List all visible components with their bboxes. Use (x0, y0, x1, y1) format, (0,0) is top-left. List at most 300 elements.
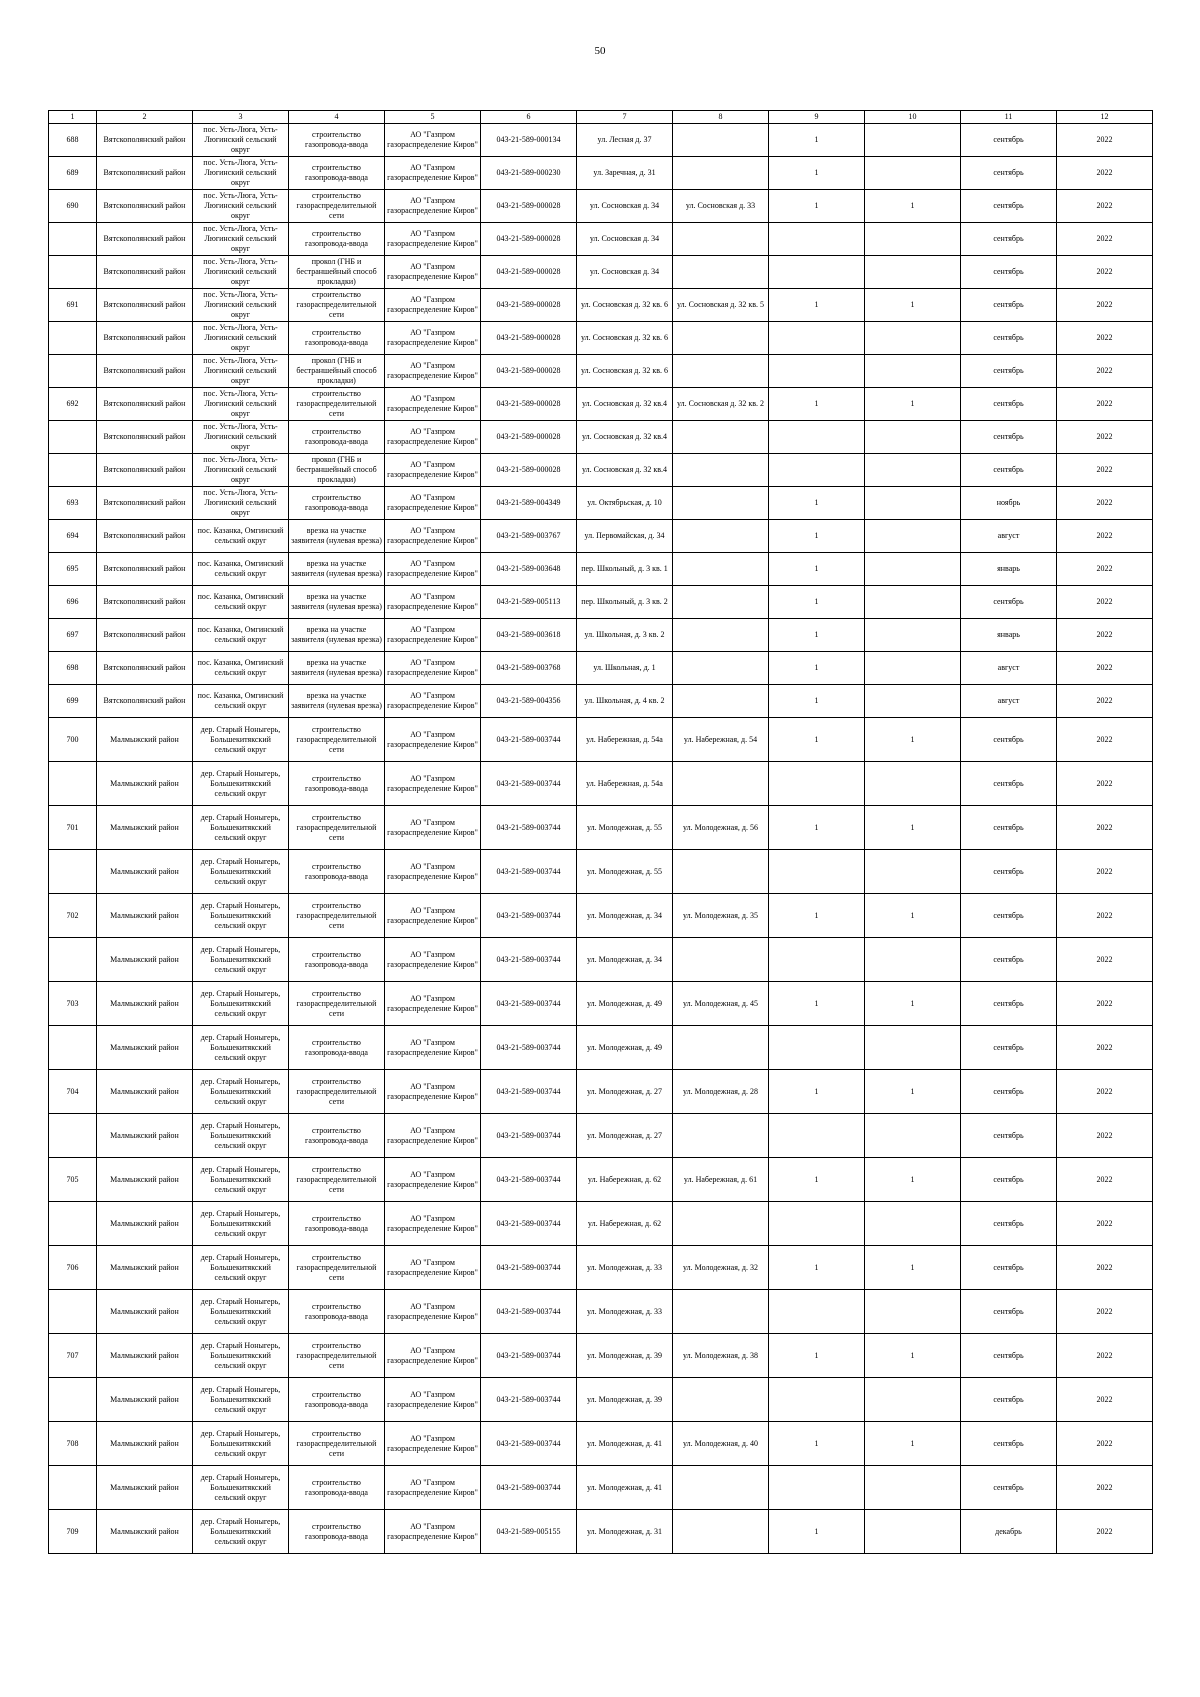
second-quantity-cell (865, 619, 961, 652)
organization-cell: АО "Газпром газораспределение Киров" (385, 322, 481, 355)
second-quantity-cell (865, 1510, 961, 1554)
row-number-cell (49, 256, 97, 289)
table-row (49, 718, 1153, 762)
row-number-cell: 688 (49, 124, 97, 157)
address-cell: ул. Первомайская, д. 34 (577, 520, 673, 553)
settlement-cell: пос. Казанка, Омгинский сельский округ (193, 520, 289, 553)
work-type-cell: строительство газораспределительной сети (289, 982, 385, 1026)
work-type-cell: строительство газораспределительной сети (289, 806, 385, 850)
organization-cell: АО "Газпром газораспределение Киров" (385, 1334, 481, 1378)
month-cell: сентябрь (961, 1334, 1057, 1378)
code-cell: 043-21-589-000028 (481, 223, 577, 256)
quantity-cell (769, 1026, 865, 1070)
row-number-cell: 695 (49, 553, 97, 586)
month-cell: сентябрь (961, 421, 1057, 454)
work-type-cell: строительство газораспределительной сети (289, 1422, 385, 1466)
quantity-cell (769, 355, 865, 388)
district-cell: Вятскополянский район (97, 553, 193, 586)
second-quantity-cell (865, 454, 961, 487)
code-cell: 043-21-589-003744 (481, 1378, 577, 1422)
month-cell: сентябрь (961, 850, 1057, 894)
row-number-cell: 704 (49, 1070, 97, 1114)
second-address-cell (673, 762, 769, 806)
address-cell: ул. Сосновская д. 32 кв. 6 (577, 289, 673, 322)
year-cell: 2022 (1057, 1026, 1153, 1070)
settlement-cell: дер. Старый Ноныгерь, Большекитякский сельский округ (193, 1378, 289, 1422)
settlement-cell: пос. Усть-Люга, Усть-Люгинский сельский округ (193, 157, 289, 190)
second-address-cell: ул. Сосновская д. 32 кв. 2 (673, 388, 769, 421)
code-cell: 043-21-589-003744 (481, 850, 577, 894)
year-cell: 2022 (1057, 586, 1153, 619)
row-number-cell: 689 (49, 157, 97, 190)
organization-cell: АО "Газпром газораспределение Киров" (385, 454, 481, 487)
work-type-cell: врезка на участке заявителя (нулевая врезка) (289, 553, 385, 586)
second-quantity-cell: 1 (865, 1070, 961, 1114)
address-cell: ул. Молодежная, д. 33 (577, 1290, 673, 1334)
month-cell: сентябрь (961, 586, 1057, 619)
year-cell: 2022 (1057, 487, 1153, 520)
work-type-cell: строительство газопровода-ввода (289, 1114, 385, 1158)
second-quantity-cell: 1 (865, 1334, 961, 1378)
table-row (49, 1026, 1153, 1070)
organization-cell: АО "Газпром газораспределение Киров" (385, 256, 481, 289)
row-number-cell: 694 (49, 520, 97, 553)
district-cell: Малмыжский район (97, 1334, 193, 1378)
month-cell: сентябрь (961, 355, 1057, 388)
second-address-cell (673, 850, 769, 894)
settlement-cell: дер. Старый Ноныгерь, Большекитякский сельский округ (193, 1026, 289, 1070)
second-address-cell (673, 223, 769, 256)
table-row (49, 289, 1153, 322)
code-cell: 043-21-589-004349 (481, 487, 577, 520)
code-cell: 043-21-589-003767 (481, 520, 577, 553)
settlement-cell: пос. Усть-Люга, Усть-Люгинский сельский округ (193, 388, 289, 421)
quantity-cell: 1 (769, 718, 865, 762)
month-cell: сентябрь (961, 1290, 1057, 1334)
table-row (49, 586, 1153, 619)
month-cell: сентябрь (961, 806, 1057, 850)
work-type-cell: строительство газопровода-ввода (289, 157, 385, 190)
work-type-cell: строительство газопровода-ввода (289, 1466, 385, 1510)
row-number-cell: 691 (49, 289, 97, 322)
table-row (49, 355, 1153, 388)
row-number-cell (49, 1378, 97, 1422)
district-cell: Вятскополянский район (97, 256, 193, 289)
second-quantity-cell: 1 (865, 1158, 961, 1202)
district-cell: Малмыжский район (97, 850, 193, 894)
table-row (49, 619, 1153, 652)
month-cell: август (961, 685, 1057, 718)
column-header: 10 (865, 111, 961, 124)
work-type-cell: врезка на участке заявителя (нулевая врезка) (289, 619, 385, 652)
month-cell: сентябрь (961, 1114, 1057, 1158)
organization-cell: АО "Газпром газораспределение Киров" (385, 1466, 481, 1510)
work-type-cell: строительство газопровода-ввода (289, 1026, 385, 1070)
second-address-cell (673, 520, 769, 553)
work-type-cell: строительство газопровода-ввода (289, 124, 385, 157)
table-row (49, 982, 1153, 1026)
table-row (49, 762, 1153, 806)
second-address-cell: ул. Набережная, д. 54 (673, 718, 769, 762)
year-cell: 2022 (1057, 982, 1153, 1026)
second-address-cell (673, 157, 769, 190)
second-quantity-cell (865, 1026, 961, 1070)
second-quantity-cell: 1 (865, 1246, 961, 1290)
district-cell: Малмыжский район (97, 1246, 193, 1290)
district-cell: Малмыжский район (97, 1070, 193, 1114)
row-number-cell: 696 (49, 586, 97, 619)
month-cell: сентябрь (961, 322, 1057, 355)
organization-cell: АО "Газпром газораспределение Киров" (385, 652, 481, 685)
second-quantity-cell (865, 256, 961, 289)
settlement-cell: дер. Старый Ноныгерь, Большекитякский сельский округ (193, 982, 289, 1026)
table-row (49, 1422, 1153, 1466)
organization-cell: АО "Газпром газораспределение Киров" (385, 1202, 481, 1246)
address-cell: ул. Заречная, д. 31 (577, 157, 673, 190)
second-quantity-cell: 1 (865, 388, 961, 421)
year-cell: 2022 (1057, 520, 1153, 553)
code-cell: 043-21-589-000028 (481, 454, 577, 487)
quantity-cell: 1 (769, 1334, 865, 1378)
code-cell: 043-21-589-003744 (481, 1246, 577, 1290)
code-cell: 043-21-589-003744 (481, 1466, 577, 1510)
quantity-cell (769, 1114, 865, 1158)
quantity-cell (769, 256, 865, 289)
row-number-cell: 692 (49, 388, 97, 421)
row-number-cell: 699 (49, 685, 97, 718)
month-cell: сентябрь (961, 190, 1057, 223)
month-cell: сентябрь (961, 289, 1057, 322)
year-cell: 2022 (1057, 223, 1153, 256)
month-cell: август (961, 652, 1057, 685)
column-header: 2 (97, 111, 193, 124)
address-cell: ул. Набережная, д. 54а (577, 718, 673, 762)
year-cell: 2022 (1057, 256, 1153, 289)
address-cell: ул. Сосновская д. 32 кв. 6 (577, 322, 673, 355)
row-number-cell (49, 454, 97, 487)
settlement-cell: дер. Старый Ноныгерь, Большекитякский сельский округ (193, 1246, 289, 1290)
organization-cell: АО "Газпром газораспределение Киров" (385, 124, 481, 157)
second-quantity-cell (865, 355, 961, 388)
second-quantity-cell (865, 850, 961, 894)
row-number-cell (49, 1026, 97, 1070)
year-cell: 2022 (1057, 938, 1153, 982)
year-cell: 2022 (1057, 894, 1153, 938)
year-cell: 2022 (1057, 1114, 1153, 1158)
settlement-cell: пос. Усть-Люга, Усть-Люгинский сельский округ (193, 355, 289, 388)
month-cell: сентябрь (961, 1246, 1057, 1290)
address-cell: ул. Школьная, д. 3 кв. 2 (577, 619, 673, 652)
district-cell: Малмыжский район (97, 718, 193, 762)
code-cell: 043-21-589-000134 (481, 124, 577, 157)
second-address-cell: ул. Сосновская д. 33 (673, 190, 769, 223)
work-type-cell: врезка на участке заявителя (нулевая врезка) (289, 685, 385, 718)
second-address-cell (673, 454, 769, 487)
organization-cell: АО "Газпром газораспределение Киров" (385, 806, 481, 850)
district-cell: Вятскополянский район (97, 289, 193, 322)
settlement-cell: дер. Старый Ноныгерь, Большекитякский сельский округ (193, 1466, 289, 1510)
row-number-cell: 703 (49, 982, 97, 1026)
address-cell: ул. Молодежная, д. 33 (577, 1246, 673, 1290)
work-type-cell: строительство газопровода-ввода (289, 487, 385, 520)
code-cell: 043-21-589-000028 (481, 256, 577, 289)
code-cell: 043-21-589-003744 (481, 1422, 577, 1466)
code-cell: 043-21-589-003744 (481, 1202, 577, 1246)
second-address-cell (673, 685, 769, 718)
organization-cell: АО "Газпром газораспределение Киров" (385, 1070, 481, 1114)
district-cell: Малмыжский район (97, 1466, 193, 1510)
row-number-cell: 693 (49, 487, 97, 520)
table-row (49, 223, 1153, 256)
settlement-cell: дер. Старый Ноныгерь, Большекитякский сельский округ (193, 850, 289, 894)
second-quantity-cell: 1 (865, 1422, 961, 1466)
district-cell: Вятскополянский район (97, 652, 193, 685)
work-type-cell: строительство газораспределительной сети (289, 1246, 385, 1290)
settlement-cell: дер. Старый Ноныгерь, Большекитякский сельский округ (193, 1114, 289, 1158)
code-cell: 043-21-589-005155 (481, 1510, 577, 1554)
year-cell: 2022 (1057, 1378, 1153, 1422)
row-number-cell: 705 (49, 1158, 97, 1202)
district-cell: Малмыжский район (97, 1378, 193, 1422)
quantity-cell: 1 (769, 157, 865, 190)
district-cell: Вятскополянский район (97, 124, 193, 157)
quantity-cell: 1 (769, 1510, 865, 1554)
district-cell: Малмыжский район (97, 1158, 193, 1202)
work-type-cell: прокол (ГНБ и бестраншейный способ прокладки) (289, 355, 385, 388)
address-cell: ул. Сосновская д. 34 (577, 190, 673, 223)
second-address-cell (673, 322, 769, 355)
settlement-cell: дер. Старый Ноныгерь, Большекитякский сельский округ (193, 806, 289, 850)
quantity-cell: 1 (769, 190, 865, 223)
district-cell: Малмыжский район (97, 1026, 193, 1070)
work-type-cell: строительство газопровода-ввода (289, 850, 385, 894)
row-number-cell (49, 1290, 97, 1334)
year-cell: 2022 (1057, 1334, 1153, 1378)
organization-cell: АО "Газпром газораспределение Киров" (385, 685, 481, 718)
month-cell: сентябрь (961, 1158, 1057, 1202)
table-row (49, 1378, 1153, 1422)
year-cell: 2022 (1057, 124, 1153, 157)
settlement-cell: дер. Старый Ноныгерь, Большекитякский сельский округ (193, 1422, 289, 1466)
second-quantity-cell (865, 124, 961, 157)
settlement-cell: дер. Старый Ноныгерь, Большекитякский сельский округ (193, 1510, 289, 1554)
table-row (49, 487, 1153, 520)
address-cell: ул. Набережная, д. 54а (577, 762, 673, 806)
year-cell: 2022 (1057, 322, 1153, 355)
quantity-cell: 1 (769, 553, 865, 586)
address-cell: ул. Молодежная, д. 34 (577, 938, 673, 982)
district-cell: Малмыжский район (97, 938, 193, 982)
code-cell: 043-21-589-004356 (481, 685, 577, 718)
district-cell: Малмыжский район (97, 982, 193, 1026)
second-quantity-cell (865, 157, 961, 190)
row-number-cell (49, 1202, 97, 1246)
organization-cell: АО "Газпром газораспределение Киров" (385, 190, 481, 223)
row-number-cell: 708 (49, 1422, 97, 1466)
address-cell: ул. Сосновская д. 32 кв.4 (577, 421, 673, 454)
second-quantity-cell (865, 1202, 961, 1246)
work-type-cell: строительство газопровода-ввода (289, 938, 385, 982)
year-cell: 2022 (1057, 421, 1153, 454)
table-row (49, 894, 1153, 938)
year-cell: 2022 (1057, 1246, 1153, 1290)
address-cell: ул. Молодежная, д. 55 (577, 806, 673, 850)
district-cell: Вятскополянский район (97, 157, 193, 190)
table-row (49, 1158, 1153, 1202)
district-cell: Вятскополянский район (97, 355, 193, 388)
organization-cell: АО "Газпром газораспределение Киров" (385, 487, 481, 520)
settlement-cell: дер. Старый Ноныгерь, Большекитякский сельский округ (193, 938, 289, 982)
month-cell: сентябрь (961, 762, 1057, 806)
work-type-cell: врезка на участке заявителя (нулевая врезка) (289, 652, 385, 685)
settlement-cell: дер. Старый Ноныгерь, Большекитякский сельский округ (193, 762, 289, 806)
row-number-cell: 707 (49, 1334, 97, 1378)
quantity-cell (769, 1378, 865, 1422)
work-type-cell: строительство газораспределительной сети (289, 1070, 385, 1114)
settlement-cell: дер. Старый Ноныгерь, Большекитякский сельский округ (193, 1334, 289, 1378)
second-quantity-cell (865, 762, 961, 806)
work-type-cell: строительство газопровода-ввода (289, 223, 385, 256)
table-row (49, 157, 1153, 190)
address-cell: ул. Лесная д. 37 (577, 124, 673, 157)
district-cell: Малмыжский район (97, 762, 193, 806)
month-cell: сентябрь (961, 256, 1057, 289)
month-cell: сентябрь (961, 1378, 1057, 1422)
work-type-cell: строительство газопровода-ввода (289, 322, 385, 355)
address-cell: ул. Молодежная, д. 34 (577, 894, 673, 938)
organization-cell: АО "Газпром газораспределение Киров" (385, 718, 481, 762)
district-cell: Вятскополянский район (97, 520, 193, 553)
second-address-cell (673, 1290, 769, 1334)
organization-cell: АО "Газпром газораспределение Киров" (385, 388, 481, 421)
organization-cell: АО "Газпром газораспределение Киров" (385, 355, 481, 388)
quantity-cell: 1 (769, 652, 865, 685)
quantity-cell: 1 (769, 619, 865, 652)
work-type-cell: врезка на участке заявителя (нулевая врезка) (289, 586, 385, 619)
code-cell: 043-21-589-000028 (481, 388, 577, 421)
table-row (49, 322, 1153, 355)
code-cell: 043-21-589-003744 (481, 762, 577, 806)
code-cell: 043-21-589-000028 (481, 289, 577, 322)
row-number-cell (49, 938, 97, 982)
second-address-cell (673, 586, 769, 619)
quantity-cell (769, 223, 865, 256)
district-cell: Вятскополянский район (97, 586, 193, 619)
address-cell: ул. Октябрьская, д. 10 (577, 487, 673, 520)
table-row (49, 1510, 1153, 1554)
year-cell: 2022 (1057, 850, 1153, 894)
code-cell: 043-21-589-003744 (481, 806, 577, 850)
second-address-cell: ул. Молодежная, д. 45 (673, 982, 769, 1026)
quantity-cell: 1 (769, 1070, 865, 1114)
organization-cell: АО "Газпром газораспределение Киров" (385, 289, 481, 322)
month-cell: сентябрь (961, 982, 1057, 1026)
settlement-cell: пос. Усть-Люга, Усть-Люгинский сельский округ (193, 256, 289, 289)
row-number-cell (49, 850, 97, 894)
code-cell: 043-21-589-000028 (481, 355, 577, 388)
second-quantity-cell (865, 421, 961, 454)
second-address-cell (673, 619, 769, 652)
second-quantity-cell (865, 1466, 961, 1510)
settlement-cell: пос. Усть-Люга, Усть-Люгинский сельский округ (193, 289, 289, 322)
second-address-cell (673, 487, 769, 520)
data-table (48, 110, 1153, 1554)
quantity-cell (769, 421, 865, 454)
work-type-cell: строительство газораспределительной сети (289, 289, 385, 322)
organization-cell: АО "Газпром газораспределение Киров" (385, 421, 481, 454)
address-cell: ул. Молодежная, д. 27 (577, 1070, 673, 1114)
district-cell: Малмыжский район (97, 1290, 193, 1334)
year-cell: 2022 (1057, 652, 1153, 685)
address-cell: ул. Молодежная, д. 39 (577, 1334, 673, 1378)
organization-cell: АО "Газпром газораспределение Киров" (385, 762, 481, 806)
month-cell: сентябрь (961, 938, 1057, 982)
organization-cell: АО "Газпром газораспределение Киров" (385, 1246, 481, 1290)
settlement-cell: пос. Усть-Люга, Усть-Люгинский сельский округ (193, 487, 289, 520)
address-cell: ул. Молодежная, д. 27 (577, 1114, 673, 1158)
row-number-cell: 690 (49, 190, 97, 223)
organization-cell: АО "Газпром газораспределение Киров" (385, 850, 481, 894)
second-quantity-cell: 1 (865, 718, 961, 762)
settlement-cell: пос. Казанка, Омгинский сельский округ (193, 685, 289, 718)
quantity-cell (769, 1466, 865, 1510)
year-cell: 2022 (1057, 454, 1153, 487)
table-row (49, 1466, 1153, 1510)
column-header: 11 (961, 111, 1057, 124)
address-cell: ул. Молодежная, д. 49 (577, 982, 673, 1026)
address-cell: ул. Молодежная, д. 41 (577, 1422, 673, 1466)
table-row (49, 421, 1153, 454)
address-cell: ул. Сосновская д. 32 кв.4 (577, 388, 673, 421)
organization-cell: АО "Газпром газораспределение Киров" (385, 982, 481, 1026)
work-type-cell: строительство газораспределительной сети (289, 718, 385, 762)
second-quantity-cell: 1 (865, 894, 961, 938)
code-cell: 043-21-589-000028 (481, 190, 577, 223)
address-cell: ул. Сосновская д. 34 (577, 223, 673, 256)
column-header: 4 (289, 111, 385, 124)
quantity-cell (769, 938, 865, 982)
address-cell: ул. Молодежная, д. 55 (577, 850, 673, 894)
address-cell: ул. Школьная, д. 4 кв. 2 (577, 685, 673, 718)
year-cell: 2022 (1057, 157, 1153, 190)
month-cell: сентябрь (961, 157, 1057, 190)
quantity-cell: 1 (769, 289, 865, 322)
table-row (49, 1114, 1153, 1158)
second-quantity-cell (865, 322, 961, 355)
code-cell: 043-21-589-000028 (481, 421, 577, 454)
second-quantity-cell: 1 (865, 190, 961, 223)
month-cell: ноябрь (961, 487, 1057, 520)
table-row (49, 652, 1153, 685)
second-address-cell (673, 256, 769, 289)
code-cell: 043-21-589-003744 (481, 1070, 577, 1114)
table-row (49, 938, 1153, 982)
year-cell: 2022 (1057, 1422, 1153, 1466)
quantity-cell (769, 1290, 865, 1334)
month-cell: декабрь (961, 1510, 1057, 1554)
settlement-cell: пос. Усть-Люга, Усть-Люгинский сельский округ (193, 124, 289, 157)
organization-cell: АО "Газпром газораспределение Киров" (385, 157, 481, 190)
organization-cell: АО "Газпром газораспределение Киров" (385, 553, 481, 586)
quantity-cell (769, 322, 865, 355)
table-row (49, 388, 1153, 421)
code-cell: 043-21-589-005113 (481, 586, 577, 619)
month-cell: сентябрь (961, 718, 1057, 762)
address-cell: пер. Школьный, д. 3 кв. 2 (577, 586, 673, 619)
page-number: 50 (594, 45, 606, 57)
second-address-cell (673, 1202, 769, 1246)
quantity-cell: 1 (769, 388, 865, 421)
